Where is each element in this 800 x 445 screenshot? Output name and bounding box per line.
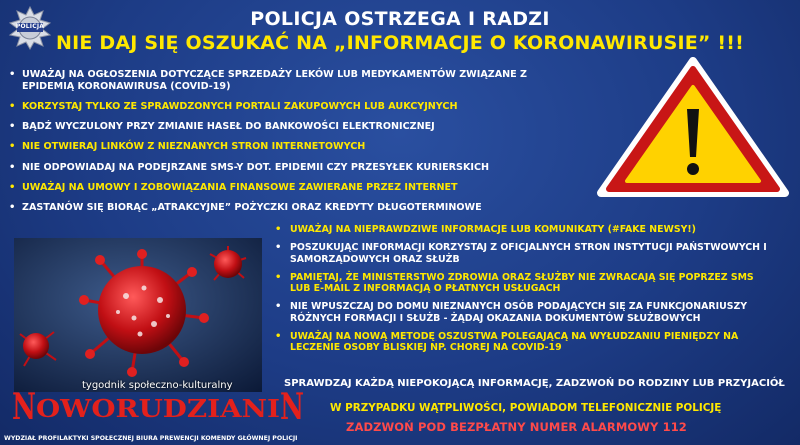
bullet-icon: • [9,202,16,214]
footer-department: WYDZIAŁ PROFILAKTYKI SPOŁECZNEJ BIURA PREWENCJI KOMENDY GŁÓWNEJ POLICJI [4,435,298,442]
coronavirus-illustration [14,238,262,392]
list-item-text: POSZUKUJĄC INFORMACJI KORZYSTAJ Z OFICJALNYCH STRON INSTYTUCJI PAŃSTWOWYCH I SAMORZĄDOWYCH ORAZ SŁUŻB [290,242,767,265]
list-item [6,69,566,92]
list-item [6,141,566,153]
list-item-text: NIE ODPOWIADAJ NA PODEJRZANE SMS-Y DOT. EPIDEMII CZY PRZESYŁEK KURIERSKICH [22,161,490,173]
emergency-number-text: ZADZWOŃ POD BEZPŁATNY NUMER ALARMOWY 112 [346,420,687,434]
bullet-icon: • [275,330,282,342]
list-item-text: UWAŻAJ NA OGŁOSZENIA DOTYCZĄCE SPRZEDAŻY LEKÓW LUB MEDYKAMENTÓW ZWIĄZANE Z EPIDEMIĄ KORONAWIRUSA (COVID-19) [22,69,528,92]
list-item [272,301,772,324]
newspaper-tagline: tygodnik społeczno-kulturalny [82,380,233,391]
notify-police-advice: W PRZYPADKU WĄTPLIWOŚCI, POWIADOM TELEFONICZNIE POLICJĘ [330,402,722,414]
svg-text:N: N [12,386,36,428]
badge-label: POLICJA [15,23,45,30]
warnings-list-right [272,224,772,360]
list-item [272,272,772,295]
warning-triangle-icon [596,57,790,199]
list-item-text: PAMIĘTAJ, ŻE MINISTERSTWO ZDROWIA ORAZ SŁUŻBY NIE ZWRACAJĄ SIĘ POPRZEZ SMS LUB E-MAIL Z INFORMACJĄ O PŁATNYCH USŁUGACH [290,271,754,294]
svg-text:N: N [280,386,304,428]
list-item [6,182,566,194]
list-item [272,224,772,236]
list-item-text: BĄDŹ WYCZULONY PRZY ZMIANIE HASEŁ DO BANKOWOŚCI ELEKTRONICZNEJ [22,121,435,133]
bullet-icon: • [9,69,16,80]
list-item-text: UWAŻAJ NA NIEPRAWDZIWE INFORMACJE LUB KOMUNIKATY (#FAKE NEWSY!) [290,224,696,235]
list-item [6,202,566,214]
bullet-icon: • [9,181,16,193]
list-item-text: NIE OTWIERAJ LINKÓW Z NIEZNANYCH STRON INTERNETOWYCH [22,141,366,153]
bullet-icon: • [275,224,282,235]
svg-text:OWORUDZIANI: OWORUDZIANI [36,394,280,423]
warnings-list-top [6,69,566,223]
list-item [6,162,566,174]
bullet-icon: • [275,301,282,312]
bullet-icon: • [9,161,16,173]
bullet-icon: • [9,121,16,133]
list-item-text: KORZYSTAJ TYLKO ZE SPRAWDZONYCH PORTALI ZAKUPOWYCH LUB AUKCYJNYCH [22,100,458,112]
check-information-advice: SPRAWDZAJ KAŻDĄ NIEPOKOJĄCĄ INFORMACJĘ, ZADZWOŃ DO RODZINY LUB PRZYJACIÓŁ [284,378,785,389]
list-item-text: ZASTANÓW SIĘ BIORĄC „ATRAKCYJNE” POŻYCZKI ORAZ KREDYTY DŁUGOTERMINOWE [22,202,482,214]
bullet-icon: • [275,271,282,283]
list-item [6,121,566,133]
list-item-text: NIE WPUSZCZAJ DO DOMU NIEZNANYCH OSÓB PODAJĄCYCH SIĘ ZA FUNKCJONARIUSZY RÓŻNYCH FORMACJI I SŁUŻB - ŻĄDAJ OKAZANIA DOKUMENTÓW SŁUŻBOWYCH [290,301,748,324]
poster-subtitle: NIE DAJ SIĘ OSZUKAĆ NA „INFORMACJE O KORONAWIRUSIE” !!! [56,32,744,54]
newspaper-logo [12,386,306,428]
bullet-icon: • [9,141,16,153]
bullet-icon: • [275,242,282,253]
poster-title: POLICJA OSTRZEGA I RADZI [250,8,550,30]
list-item [272,242,772,265]
list-item [272,331,772,354]
list-item [6,101,566,113]
list-item-text: UWAŻAJ NA NOWĄ METODĘ OSZUSTWA POLEGAJĄCĄ NA WYŁUDZANIU PIENIĘDZY NA LECZENIE OSOBY BLISKIEJ NP. CHOREJ NA COVID-19 [290,330,739,353]
bullet-icon: • [9,100,16,112]
list-item-text: UWAŻAJ NA UMOWY I ZOBOWIĄZANIA FINANSOWE ZAWIERANE PRZEZ INTERNET [22,181,458,193]
